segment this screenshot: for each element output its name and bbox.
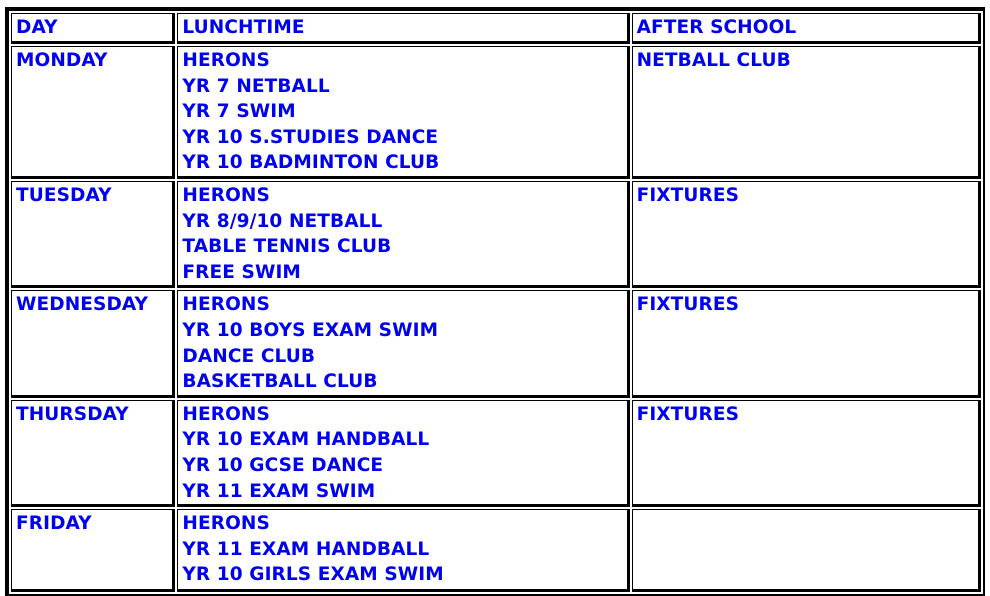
after-school-cell [632, 509, 981, 592]
lunchtime-activity: HERONS [182, 50, 270, 71]
table-row-wednesday [11, 290, 981, 397]
lunchtime-activity: BASKETBALL CLUB [182, 371, 378, 393]
lunchtime-cell [177, 509, 629, 592]
activities-timetable [5, 7, 985, 596]
after-school-cell: NETBALL CLUB [632, 46, 981, 179]
lunchtime-activity: DANCE CLUB [182, 345, 316, 367]
table-row-tuesday [11, 181, 981, 288]
after-school-cell: FIXTURES [632, 400, 981, 507]
lunchtime-activity: HERONS [182, 185, 270, 206]
lunchtime-cell [177, 290, 629, 397]
lunchtime-cell [177, 400, 629, 507]
lunchtime-activity: YR 10 BADMINTON CLUB [182, 152, 440, 174]
day-cell: WEDNESDAY [11, 290, 175, 397]
lunchtime-activity: YR 10 BOYS EXAM SWIM [182, 319, 439, 341]
lunchtime-activity: YR 8/9/10 NETBALL [182, 210, 383, 232]
table-row-monday [11, 46, 981, 179]
day-cell: TUESDAY [11, 181, 175, 288]
lunchtime-cell [177, 46, 629, 179]
header-row [11, 13, 981, 44]
header-day: DAY [11, 13, 175, 44]
day-cell: THURSDAY [11, 400, 175, 507]
after-school-cell: FIXTURES [632, 181, 981, 288]
lunchtime-activity: YR 10 GCSE DANCE [182, 454, 384, 476]
lunchtime-cell [177, 181, 629, 288]
header-after-school: AFTER SCHOOL [632, 13, 981, 44]
lunchtime-activity: HERONS [182, 294, 270, 316]
lunchtime-activity: YR 7 NETBALL [182, 75, 330, 97]
lunchtime-activity: HERONS [182, 513, 270, 535]
header-lunchtime: LUNCHTIME [177, 13, 629, 44]
lunchtime-activity: YR 7 SWIM [182, 101, 296, 123]
lunchtime-activity: YR 10 S.STUDIES DANCE [182, 126, 439, 148]
lunchtime-activity: HERONS [182, 403, 270, 425]
after-school-cell: FIXTURES [632, 290, 981, 397]
lunchtime-activity: YR 11 EXAM HANDBALL [182, 538, 430, 560]
lunchtime-activity: FREE SWIM [182, 261, 301, 283]
lunchtime-activity: TABLE TENNIS CLUB [182, 236, 392, 258]
day-cell: FRIDAY [11, 509, 175, 592]
lunchtime-activity: YR 10 GIRLS EXAM SWIM [182, 564, 444, 586]
table-row-friday [11, 509, 981, 592]
lunchtime-activity: YR 10 EXAM HANDBALL [182, 429, 430, 451]
lunchtime-activity: YR 11 EXAM SWIM [182, 480, 376, 502]
table-row-thursday [11, 400, 981, 507]
day-cell: MONDAY [11, 46, 175, 179]
